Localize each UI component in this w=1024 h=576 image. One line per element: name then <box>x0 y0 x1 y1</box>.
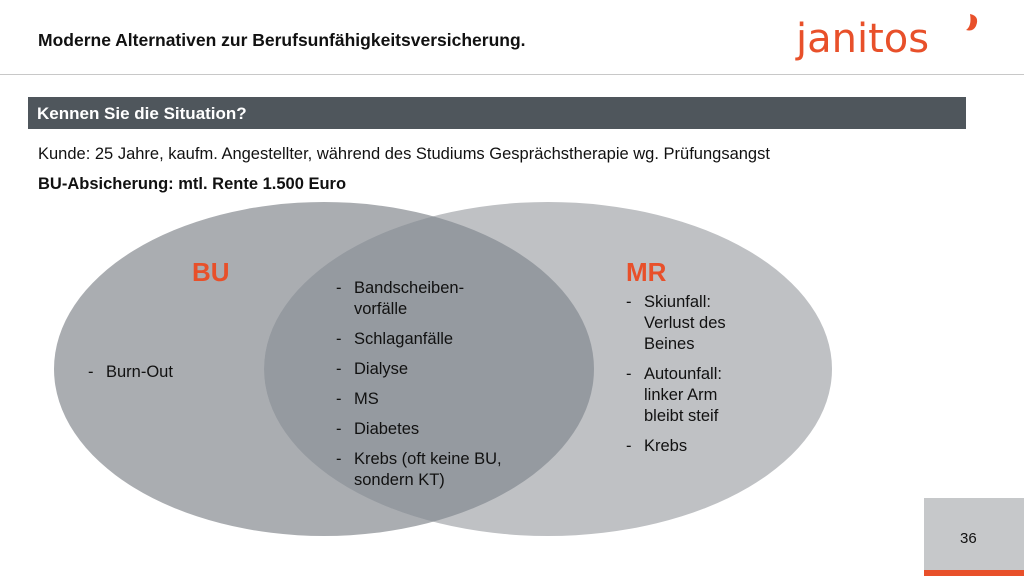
venn-label-bu: BU <box>192 257 230 287</box>
slide-title: Moderne Alternativen zur Berufsunfähigkeitsversicherung. <box>38 30 526 50</box>
list-item: - Diabetes <box>334 419 554 440</box>
list-item: - Autounfall: linker Arm bleibt steif <box>624 364 784 427</box>
banner-title: Kennen Sie die Situation? <box>37 104 247 123</box>
coverage-summary: BU-Absicherung: mtl. Rente 1.500 Euro <box>38 175 347 193</box>
page-number-box <box>924 498 1024 576</box>
venn-label-mr: MR <box>626 257 667 287</box>
customer-description: Kunde: 25 Jahre, kaufm. Angestellter, während des Studiums Gesprächstherapie wg. Prüfungsangst <box>38 145 770 163</box>
logo-wordmark: janitos <box>796 16 930 62</box>
overlap-list <box>334 278 554 500</box>
bu-only-list <box>86 362 256 392</box>
list-item: - Krebs (oft keine BU, sondern KT) <box>334 449 554 491</box>
list-item: - Krebs <box>624 436 784 457</box>
list-item: - MS <box>334 389 554 410</box>
mr-only-list <box>624 292 784 466</box>
page-number: 36 <box>960 530 977 547</box>
list-item: - Burn-Out <box>86 362 256 383</box>
page-accent-bar <box>924 570 1024 576</box>
list-item: - Dialyse <box>334 359 554 380</box>
list-item: - Skiunfall: Verlust des Beines <box>624 292 784 355</box>
list-item: - Bandscheiben- vorfälle <box>334 278 554 320</box>
list-item: - Schlaganfälle <box>334 329 554 350</box>
